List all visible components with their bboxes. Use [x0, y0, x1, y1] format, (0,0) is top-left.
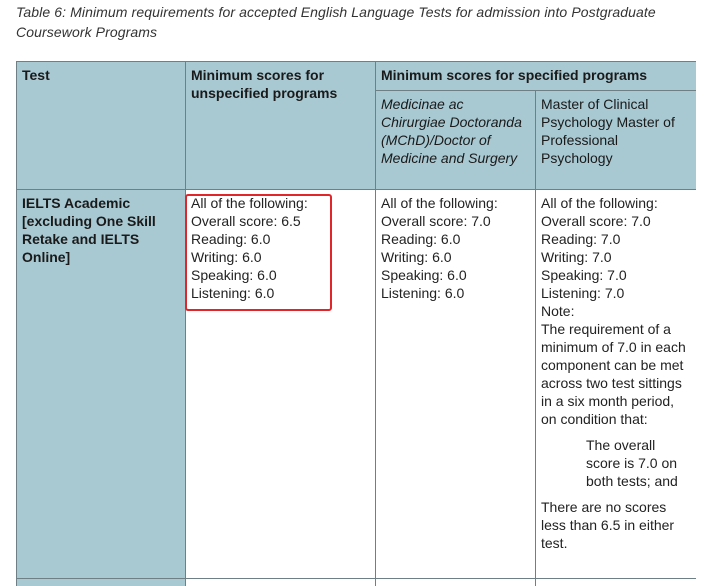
- mcp-line: Writing: 7.0: [541, 249, 612, 265]
- program-mcp-name: Master of Clinical Psychology Master of Professional Psychology: [541, 96, 679, 166]
- unspecified-line: All of the following:: [191, 195, 308, 211]
- header-unspecified: Minimum scores for unspecified programs: [186, 62, 376, 190]
- mchd-line: Writing: 6.0: [381, 249, 452, 265]
- mcp-condition-1: The overall score is 7.0 on both tests; and: [586, 437, 681, 489]
- mchd-line: Overall score: 7.0: [381, 213, 491, 229]
- requirements-table: [16, 61, 696, 586]
- header-test: Test: [17, 62, 186, 190]
- mcp-note-text: The requirement of a minimum of 7.0 in each component can be met across two test sittings in a six month period, on condition that:: [541, 321, 690, 427]
- cell-mchd: [376, 190, 536, 586]
- unspecified-line: Writing: 6.0: [191, 249, 262, 265]
- unspecified-line: Reading: 6.0: [191, 231, 271, 247]
- mcp-line: Speaking: 7.0: [541, 267, 627, 283]
- header-program-mcp: [536, 91, 696, 190]
- cell-unspecified: [186, 190, 376, 586]
- mchd-line: Listening: 6.0: [381, 285, 465, 301]
- mcp-line: All of the following:: [541, 195, 658, 211]
- mcp-line: Reading: 7.0: [541, 231, 621, 247]
- header-specified: Minimum scores for specified programs: [376, 62, 696, 91]
- mcp-line: Overall score: 7.0: [541, 213, 651, 229]
- row-test-name: IELTS Academic [excluding One Skill Retake and IELTS Online]: [17, 190, 186, 586]
- unspecified-line: Listening: 6.0: [191, 285, 275, 301]
- next-row-mchd-cell: [376, 578, 536, 586]
- mcp-condition-2: There are no scores less than 6.5 in either test.: [541, 499, 678, 551]
- header-program-mchd: Medicinae ac Chirurgiae Doctoranda (MChD)/Doctor of Medicine and Surgery: [376, 91, 536, 190]
- mchd-line: Reading: 6.0: [381, 231, 461, 247]
- unspecified-line: Overall score: 6.5: [191, 213, 301, 229]
- mcp-line: Listening: 7.0: [541, 285, 625, 301]
- next-row-unspecified-cell: [186, 578, 376, 586]
- cell-mcp: [536, 190, 696, 586]
- table-caption: Table 6: Minimum requirements for accepted English Language Tests for admission into Postgraduate Coursework Programs: [16, 4, 656, 40]
- mchd-line: Speaking: 6.0: [381, 267, 467, 283]
- mcp-note-label: Note:: [541, 303, 575, 319]
- next-row-mcp-cell: [536, 578, 696, 586]
- mchd-line: All of the following:: [381, 195, 498, 211]
- next-row-test-cell: [17, 578, 186, 586]
- unspecified-line: Speaking: 6.0: [191, 267, 277, 283]
